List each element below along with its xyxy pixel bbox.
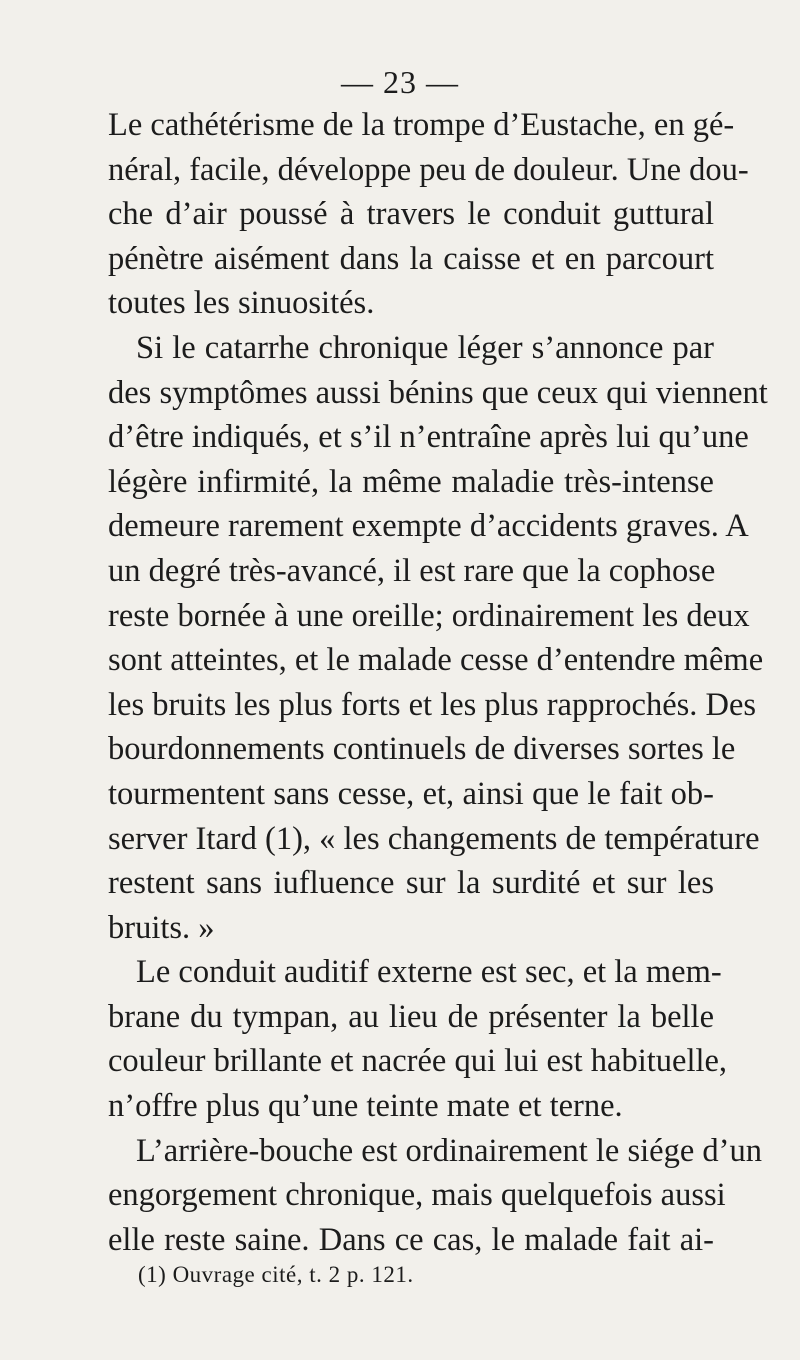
text-line: sont atteintes, et le malade cesse d’entendre même: [108, 642, 764, 679]
text-line: un degré très-avancé, il est rare que la cophose: [108, 552, 716, 589]
text-line: bruits. »: [108, 909, 215, 946]
text-line: L’arrière-bouche est ordinairement le siége d’un: [136, 1132, 762, 1169]
body-text: [108, 103, 768, 1262]
text-line: brane du tympan, au lieu de présenter la belle: [108, 998, 714, 1035]
text-line: server Itard (1), « les changements de température: [108, 820, 760, 857]
text-line: des symptômes aussi bénins que ceux qui viennent: [108, 374, 768, 411]
text-line: légère infirmité, la même maladie très-intense: [108, 463, 714, 500]
footnote: (1) Ouvrage cité, t. 2 p. 121.: [138, 1262, 414, 1287]
text-line: bourdonnements continuels de diverses sortes le: [108, 731, 736, 768]
text-line: couleur brillante et nacrée qui lui est habituelle,: [108, 1043, 728, 1080]
text-line: Le cathétérisme de la trompe d’Eustache, en gé-: [108, 107, 735, 143]
text-line: néral, facile, développe peu de douleur. Une dou-: [108, 151, 749, 188]
text-line: tourmentent sans cesse, et, ainsi que le fait ob-: [108, 775, 714, 812]
text-line: engorgement chronique, mais quelquefois aussi: [108, 1177, 726, 1214]
text-line: toutes les sinuosités.: [108, 285, 375, 322]
text-line: elle reste saine. Dans ce cas, le malade fait ai-: [108, 1221, 714, 1258]
page-number: — 23 —: [341, 64, 459, 100]
text-line: demeure rarement exempte d’accidents graves. A: [108, 508, 749, 545]
text-line: che d’air poussé à travers le conduit guttural: [108, 196, 714, 233]
text-line: Si le catarrhe chronique léger s’annonce par: [136, 329, 714, 366]
text-line: n’offre plus qu’une teinte mate et terne.: [108, 1088, 623, 1125]
text-line: Le conduit auditif externe est sec, et la mem-: [136, 954, 722, 991]
text-line: reste bornée à une oreille; ordinairement les deux: [108, 597, 750, 634]
text-line: restent sans iufluence sur la surdité et sur les: [108, 865, 714, 902]
text-line: les bruits les plus forts et les plus rapprochés. Des: [108, 686, 757, 723]
text-line: d’être indiqués, et s’il n’entraîne après lui qu’une: [108, 419, 749, 456]
text-line: pénètre aisément dans la caisse et en parcourt: [108, 240, 714, 277]
